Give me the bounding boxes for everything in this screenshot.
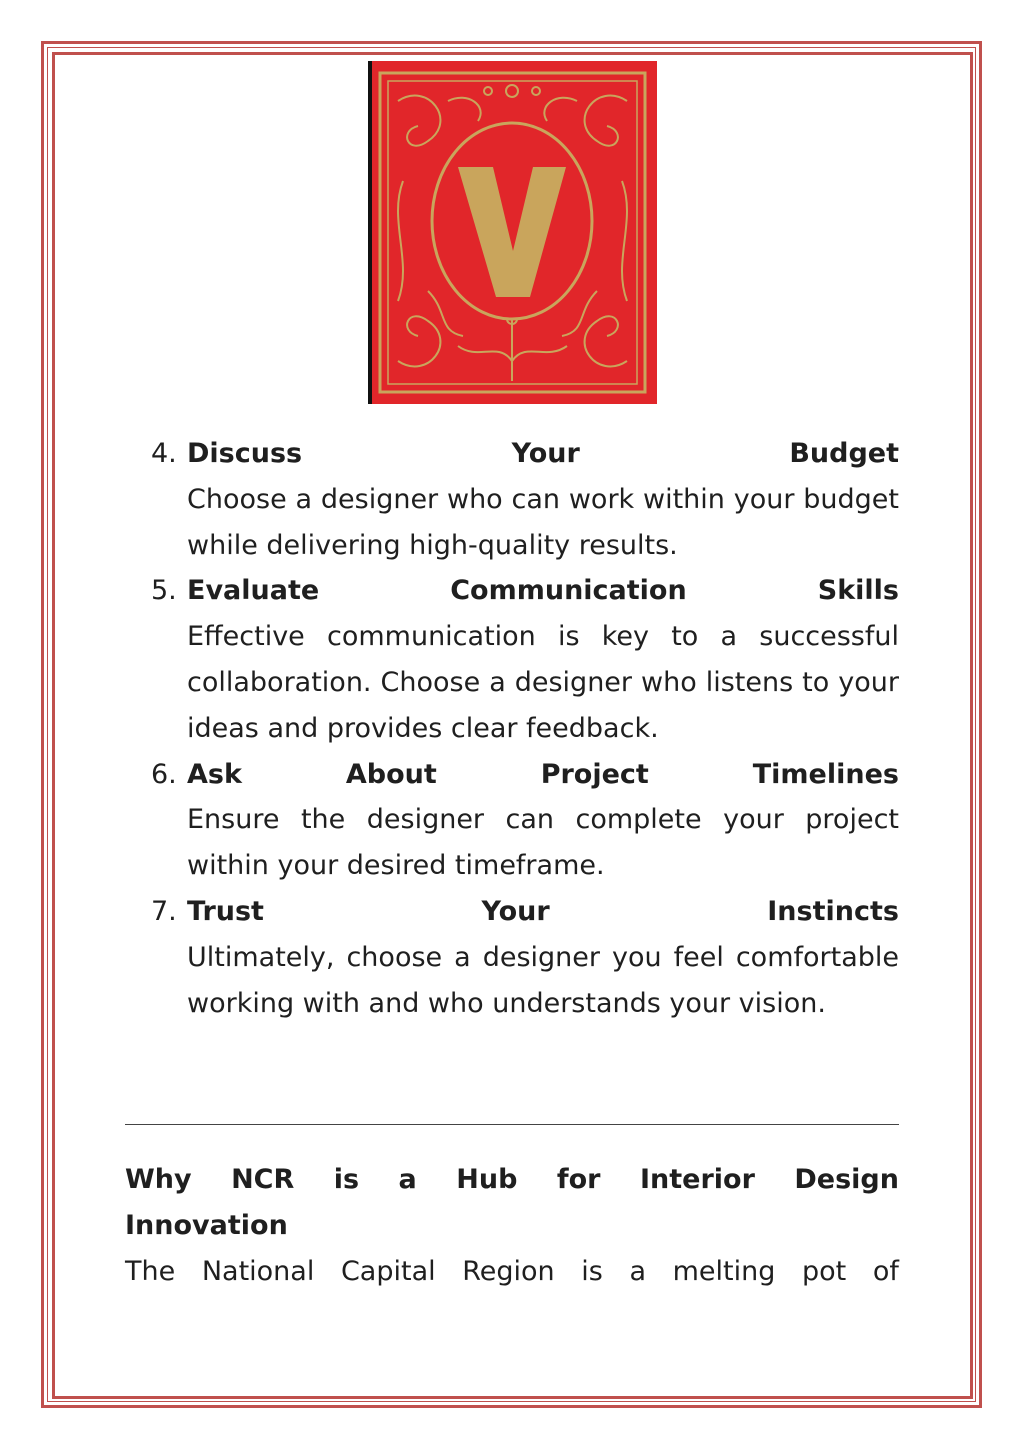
step-description: Ensure the designer can complete your project within your desired timeframe. [187,804,899,882]
list-item [125,568,899,751]
step-heading [187,889,899,935]
heading-word: Ask [187,758,242,790]
heading-word: is [333,1164,360,1195]
heading-word: Evaluate [187,575,320,607]
step-heading [187,752,899,798]
body-word: Capital [340,1256,436,1287]
heading-word: for [556,1164,601,1195]
horizontal-divider [125,1124,899,1125]
logo-letter: V [512,260,514,262]
heading-word: Trust [187,895,264,927]
body-word: of [872,1256,899,1287]
list-item [125,431,899,568]
body-word: is [581,1256,603,1287]
heading-word: Discuss [187,438,303,469]
heading-word: Hub [456,1164,518,1195]
step-description: Effective communication is key to a successful collaboration. Choose a designer who listens to your ideas and provides clear feedback. [187,621,899,744]
step-number: 4. [151,438,177,469]
ornate-v-monogram-icon [368,61,657,404]
body-word: melting [672,1256,776,1287]
heading-word: Why [125,1164,192,1195]
steps-list [125,431,899,1026]
body-word: a [629,1256,647,1287]
heading-word: Budget [789,438,899,469]
body-word: National [201,1256,315,1287]
step-number: 5. [151,575,177,607]
heading-word: Skills [817,575,899,607]
heading-word: Instincts [767,895,899,927]
heading-word: Design [794,1164,899,1195]
section-heading-line [125,1157,899,1203]
step-heading [187,568,899,614]
heading-word: Timelines [752,758,899,790]
body-word: The [125,1256,176,1287]
section-heading-line: Innovation [125,1209,288,1241]
heading-word: Your [481,895,550,927]
heading-word: Communication [450,575,687,607]
section-body-text [125,1249,899,1295]
section-heading [125,1157,899,1249]
step-description: Ultimately, choose a designer you feel comfortable working with and who understands your vision. [187,941,899,1019]
heading-word: Project [540,758,649,790]
body-word: Region [462,1256,555,1287]
step-number: 6. [151,758,177,790]
step-number: 7. [151,895,177,927]
heading-word: a [398,1164,417,1195]
list-item [125,752,899,889]
heading-word: About [345,758,437,790]
heading-word: NCR [231,1164,295,1195]
body-word: pot [802,1256,847,1287]
list-item [125,889,899,1026]
heading-word: Interior [639,1164,755,1195]
step-heading [187,431,899,477]
step-description: Choose a designer who can work within your budget while delivering high-quality results. [187,483,899,561]
heading-word: Your [511,438,580,469]
